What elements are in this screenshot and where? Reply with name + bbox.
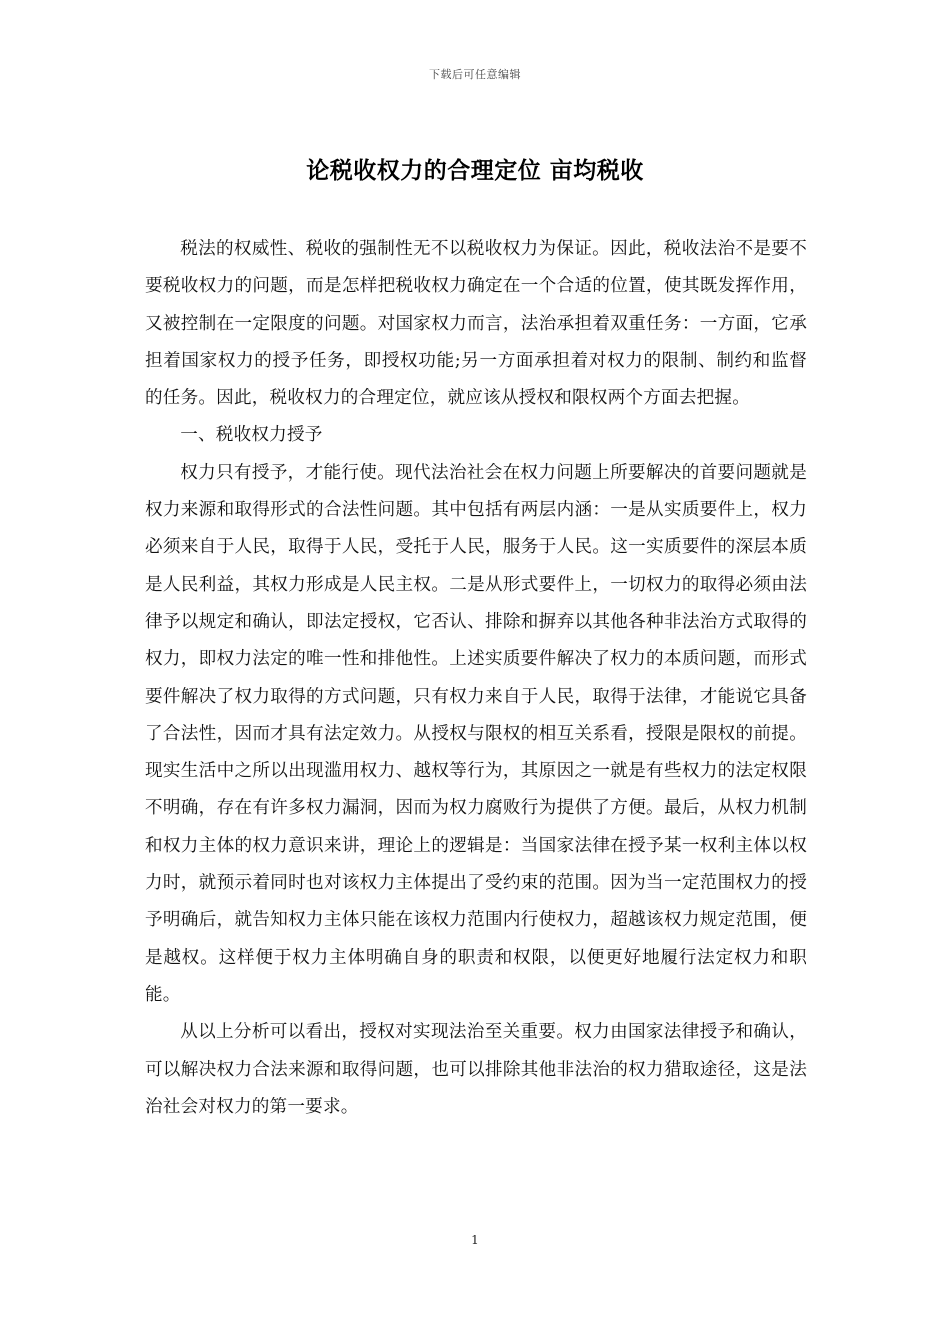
paragraph-authorization: 权力只有授予，才能行使。现代法治社会在权力问题上所要解决的首要问题就是权力来源和取得形式的合法性问题。其中包括有两层内涵：一是从实质要件上，权力必须来自于人民，取得于人民，受托于人民，服务于人民。这一实质要件的深层本质是人民利益，其权力形成是人民主权。二是从形式要件上，一切权力的取得必须由法律予以规定和确认，即法定授权，它否认、排除和摒弃以其他各种非法治方式取得的权力，即权力法定的唯一性和排他性。上述实质要件解决了权力的本质问题，而形式要件解决了权力取得的方式问题，只有权力来自于人民，取得于法律，才能说它具备了合法性，因而才具有法定效力。从授权与限权的相互关系看，授限是限权的前提。现实生活中之所以出现滥用权力、越权等行为，其原因之一就是有些权力的法定权限不明确，存在有许多权力漏洞，因而为权力腐败行为提供了方便。最后，从权力机制和权力主体的权力意识来讲，理论上的逻辑是：当国家法律在授予某一权利主体以权力时，就预示着同时也对该权力主体提出了受约束的范围。因为当一定范围权力的授予明确后，就告知权力主体只能在该权力范围内行使权力，超越该权力规定范围，便是越权。这样便于权力主体明确自身的职责和权限，以便更好地履行法定权力和职能。 — [145, 462, 807, 1005]
page-number: 1 — [471, 1233, 479, 1247]
header-note: 下载后可任意编辑 — [429, 68, 521, 81]
paragraph-conclusion: 从以上分析可以看出，授权对实现法治至关重要。权力由国家法律授予和确认，可以解决权力合法来源和取得问题，也可以排除其他非法治的权力猎取途径，这是法治社会对权力的第一要求。 — [145, 1022, 807, 1117]
document-body — [145, 231, 807, 1126]
paragraph-intro: 税法的权威性、税收的强制性无不以税收权力为保证。因此，税收法治不是要不要税收权力的问题，而是怎样把税收权力确定在一个合适的位置，使其既发挥作用，又被控制在一定限度的问题。对国家权力而言，法治承担着双重任务：一方面，它承担着国家权力的授予任务，即授权功能;另一方面承担着对权力的限制、制约和监督的任务。因此，税收权力的合理定位，就应该从授权和限权两个方面去把握。 — [145, 239, 807, 409]
document-title: 论税收权力的合理定位 亩均税收 — [306, 158, 644, 184]
section-heading: 一、税收权力授予 — [180, 425, 323, 446]
